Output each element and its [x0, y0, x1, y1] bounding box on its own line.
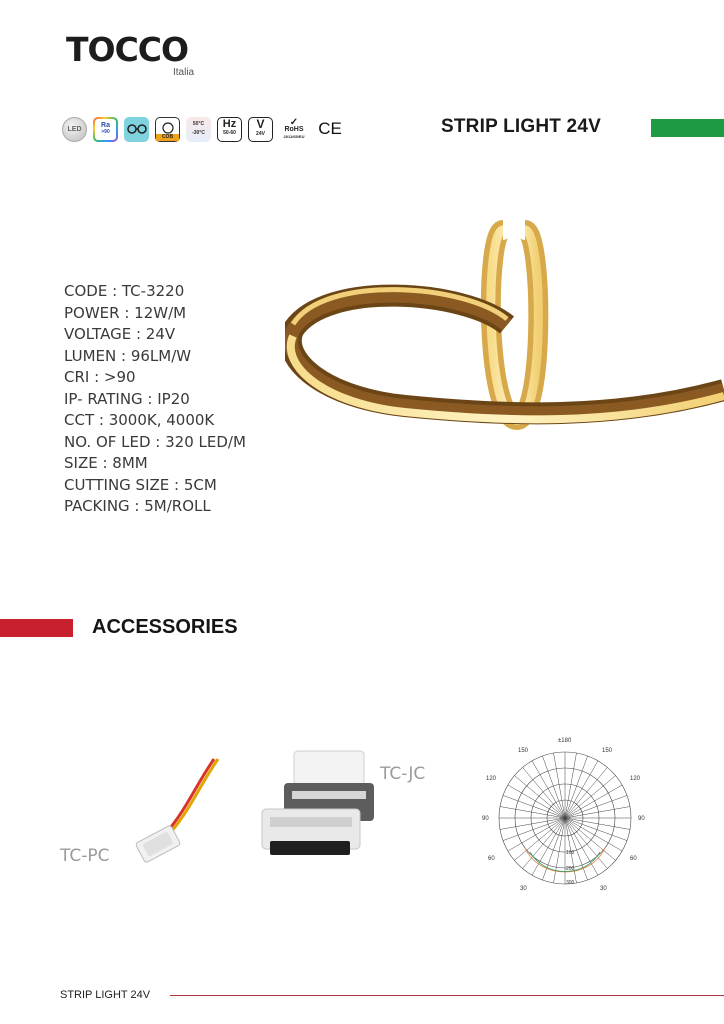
brand-name: TOCCO — [66, 30, 189, 69]
certification-icons — [62, 114, 345, 144]
green-accent-bar — [651, 119, 724, 137]
jc-label: TC-JC — [380, 764, 426, 784]
led-icon: LED — [62, 117, 87, 142]
spec-ip-rating: IP- RATING : IP20 — [64, 389, 190, 408]
spec-code: CODE : TC-3220 — [64, 282, 185, 300]
light-distribution-diagram — [470, 730, 660, 895]
spec-led-count: NO. OF LED : 320 LED/M — [64, 432, 246, 451]
voltage-icon: V 24V — [248, 117, 273, 142]
ra-icon: Ra >90 — [93, 117, 118, 142]
polar-label-90-left: 90 — [482, 816, 489, 822]
ce-icon: CE — [318, 119, 342, 138]
polar-label-30-right: 30 — [600, 886, 607, 892]
spec-lumen: LUMEN : 96LM/W — [64, 346, 192, 365]
spec-cct: CCT : 3000K, 4000K — [64, 411, 215, 429]
page-title: STRIP LIGHT 24V — [441, 116, 601, 137]
polar-label-60-left: 60 — [488, 856, 495, 862]
polar-label-150-left: 150 — [518, 748, 529, 754]
spec-size: SIZE : 8MM — [64, 454, 148, 472]
polar-label-120-left: 120 — [486, 776, 497, 782]
accessories-title: ACCESSORIES — [92, 616, 238, 638]
spec-packing: PACKING : 5M/ROLL — [64, 497, 211, 515]
footer-line — [170, 995, 724, 996]
strip-light-image — [285, 220, 724, 460]
polar-ring-200: 200 — [566, 866, 575, 872]
rohs-icon: ✓ RoHS 2011/65/EU — [283, 116, 305, 139]
polar-label-90-right: 90 — [638, 816, 645, 822]
spec-cutting-size: CUTTING SIZE : 5CM — [64, 475, 217, 494]
brand-logo — [66, 30, 206, 82]
brand-sub: Italia — [173, 67, 195, 78]
pc-label: TC-PC — [60, 846, 110, 866]
cob-icon: COB — [155, 117, 180, 142]
spec-list — [64, 281, 246, 518]
temperature-icon: 50°C -30°C — [186, 117, 211, 142]
spec-voltage: VOLTAGE : 24V — [64, 325, 176, 343]
polar-ring-300: 300 — [566, 880, 575, 886]
eye-comfort-icon — [124, 117, 149, 142]
spec-cri: CRI : >90 — [64, 368, 136, 386]
polar-label-150-right: 150 — [602, 748, 613, 754]
polar-label-120-right: 120 — [630, 776, 641, 782]
footer-text: STRIP LIGHT 24V — [60, 989, 151, 1001]
polar-ring-100: 100 — [566, 850, 575, 856]
polar-label-60-right: 60 — [630, 856, 637, 862]
spec-power: POWER : 12W/M — [64, 303, 187, 322]
pc-connector-image — [130, 755, 230, 870]
polar-label-top: ±180 — [558, 738, 572, 744]
polar-label-30-left: 30 — [520, 886, 527, 892]
jc-connector-image — [258, 745, 378, 865]
hz-icon: Hz 50-60 — [217, 117, 242, 142]
red-accent-bar — [0, 619, 73, 637]
